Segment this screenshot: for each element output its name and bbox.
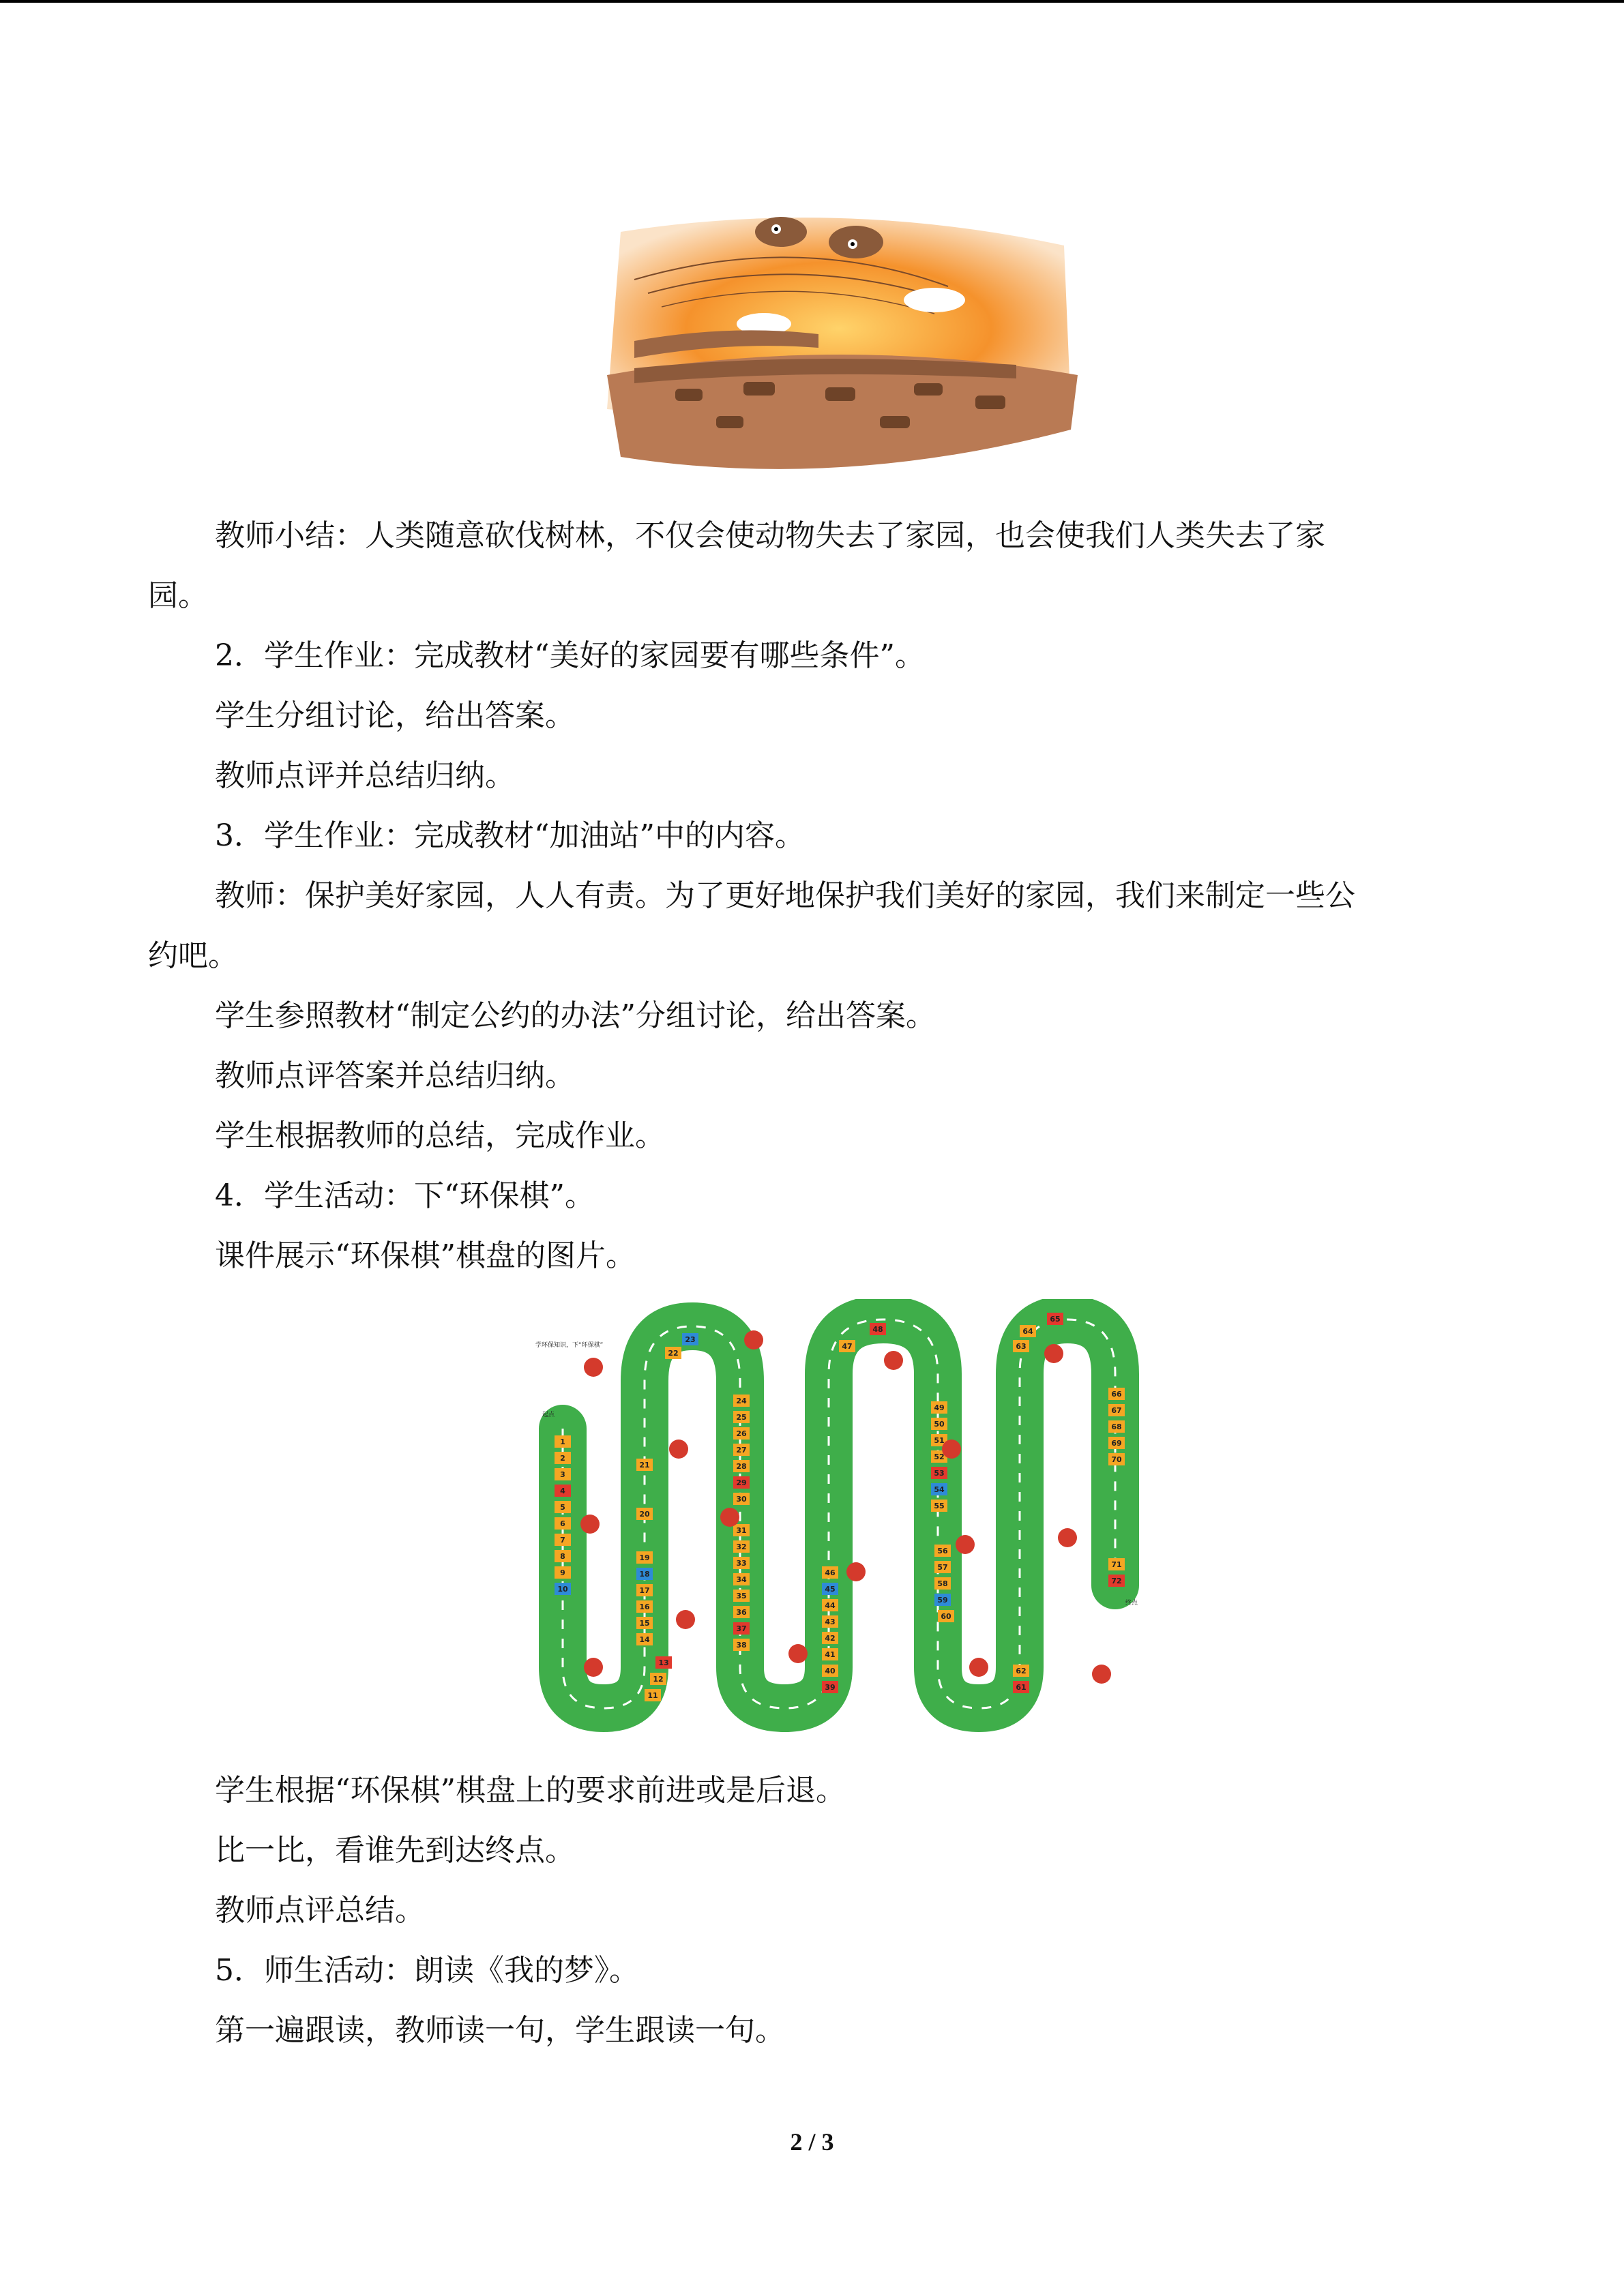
board-square-number: 32 bbox=[736, 1542, 747, 1551]
board-square-number: 68 bbox=[1111, 1422, 1122, 1431]
board-square-number: 44 bbox=[825, 1601, 836, 1610]
board-square-number: 41 bbox=[825, 1650, 836, 1659]
bird-left-icon bbox=[755, 217, 807, 247]
board-square-number: 27 bbox=[736, 1446, 747, 1455]
board-square-number: 33 bbox=[736, 1559, 747, 1568]
paragraph-4: 教师点评并总结归纳。 bbox=[215, 758, 515, 793]
eco-chess-board-illustration bbox=[529, 1299, 1166, 1742]
board-square-number: 4 bbox=[560, 1487, 565, 1495]
board-square-number: 51 bbox=[934, 1436, 945, 1445]
board-square-number: 62 bbox=[1016, 1667, 1027, 1675]
board-intro-text: 学环保知识，下“环保棋” bbox=[535, 1342, 604, 1349]
board-square-number: 61 bbox=[1016, 1683, 1027, 1692]
board-square-number: 26 bbox=[736, 1429, 747, 1438]
board-square-number: 19 bbox=[639, 1553, 650, 1562]
bird-right-icon bbox=[829, 226, 883, 258]
board-square-number: 20 bbox=[639, 1510, 650, 1519]
paragraph-1: 教师小结：人类随意砍伐树林，不仅会使动物失去了家园，也会使我们人类失去了家 bbox=[215, 518, 1325, 553]
board-square-number: 1 bbox=[560, 1437, 565, 1446]
board-square-number: 42 bbox=[825, 1634, 836, 1643]
board-square-number: 71 bbox=[1111, 1560, 1122, 1569]
paragraph-8: 教师点评答案并总结归纳。 bbox=[215, 1058, 575, 1093]
paragraph-9: 学生根据教师的总结，完成作业。 bbox=[215, 1118, 665, 1153]
board-square-number: 15 bbox=[639, 1619, 650, 1628]
board-square-number: 3 bbox=[560, 1470, 565, 1479]
board-square-number: 48 bbox=[872, 1325, 883, 1334]
board-square-number: 49 bbox=[934, 1403, 945, 1412]
board-square-number: 65 bbox=[1050, 1315, 1061, 1324]
board-square-number: 67 bbox=[1111, 1406, 1122, 1415]
board-square-number: 60 bbox=[941, 1612, 951, 1621]
paragraph-5: 3．学生作业：完成教材“加油站”中的内容。 bbox=[215, 818, 805, 853]
paragraph-6-cont: 约吧。 bbox=[148, 938, 238, 973]
board-square-number: 66 bbox=[1111, 1390, 1122, 1399]
board-square-number: 11 bbox=[647, 1691, 658, 1700]
board-square-number: 56 bbox=[937, 1547, 948, 1555]
board-square-number: 14 bbox=[639, 1635, 650, 1644]
board-square-number: 47 bbox=[842, 1342, 853, 1351]
paragraph-1-cont: 园。 bbox=[148, 578, 208, 613]
paragraph-15: 5．师生活动：朗读《我的梦》。 bbox=[215, 1953, 639, 1988]
board-square-number: 30 bbox=[736, 1495, 747, 1504]
board-square-number: 37 bbox=[736, 1624, 747, 1633]
board-square-number: 57 bbox=[937, 1563, 948, 1572]
start-label: 起点 bbox=[542, 1412, 555, 1418]
board-square-number: 58 bbox=[937, 1579, 948, 1588]
board-square-number: 9 bbox=[560, 1568, 565, 1577]
board-square-number: 5 bbox=[560, 1503, 565, 1512]
board-square-number: 38 bbox=[736, 1641, 747, 1650]
board-square-number: 64 bbox=[1022, 1327, 1033, 1336]
board-square-number: 21 bbox=[639, 1461, 650, 1470]
page-number: 2 / 3 bbox=[790, 2128, 834, 2156]
board-square-number: 43 bbox=[825, 1617, 836, 1626]
deforestation-illustration bbox=[593, 205, 1084, 484]
board-square-number: 18 bbox=[639, 1570, 650, 1579]
board-square-number: 6 bbox=[560, 1519, 565, 1528]
board-square-number: 13 bbox=[658, 1658, 669, 1667]
paragraph-12: 学生根据“环保棋”棋盘上的要求前进或是后退。 bbox=[215, 1773, 846, 1808]
board-square-number: 29 bbox=[736, 1478, 747, 1487]
paragraph-7: 学生参照教材“制定公约的办法”分组讨论，给出答案。 bbox=[215, 998, 936, 1033]
board-square-number: 28 bbox=[736, 1462, 747, 1471]
board-square-number: 52 bbox=[934, 1452, 945, 1461]
board-square-number: 59 bbox=[937, 1596, 948, 1605]
board-square-number: 40 bbox=[825, 1667, 836, 1675]
paragraph-6: 教师：保护美好家园，人人有责。为了更好地保护我们美好的家园，我们来制定一些公 bbox=[215, 878, 1355, 913]
paragraph-14: 教师点评总结。 bbox=[215, 1893, 425, 1928]
board-square-number: 12 bbox=[653, 1675, 664, 1684]
board-square-number: 22 bbox=[668, 1349, 679, 1358]
board-square-number: 70 bbox=[1111, 1455, 1122, 1464]
board-square-number: 23 bbox=[685, 1335, 696, 1344]
board-square-number: 55 bbox=[934, 1502, 945, 1510]
board-square-number: 39 bbox=[825, 1683, 836, 1692]
board-square-number: 46 bbox=[825, 1568, 836, 1577]
paragraph-16: 第一遍跟读，教师读一句，学生跟读一句。 bbox=[215, 2013, 785, 2048]
board-square-number: 25 bbox=[736, 1413, 747, 1422]
board-square-number: 31 bbox=[736, 1526, 747, 1535]
board-square-number: 8 bbox=[560, 1552, 565, 1561]
board-square-number: 72 bbox=[1111, 1577, 1122, 1585]
board-square-number: 63 bbox=[1016, 1342, 1027, 1351]
board-square-number: 35 bbox=[736, 1592, 747, 1600]
board-square-number: 17 bbox=[639, 1586, 650, 1595]
board-square-number: 50 bbox=[934, 1420, 945, 1429]
board-square-number: 36 bbox=[736, 1608, 747, 1617]
paragraph-13: 比一比，看谁先到达终点。 bbox=[215, 1833, 575, 1868]
board-square-number: 54 bbox=[934, 1485, 945, 1494]
board-square-number: 16 bbox=[639, 1602, 650, 1611]
board-square-number: 7 bbox=[560, 1536, 565, 1545]
board-square-number: 24 bbox=[736, 1397, 747, 1405]
paragraph-11: 课件展示“环保棋”棋盘的图片。 bbox=[215, 1238, 636, 1273]
board-square-number: 53 bbox=[934, 1469, 945, 1478]
paragraph-2: 2．学生作业：完成教材“美好的家园要有哪些条件”。 bbox=[215, 638, 925, 673]
paragraph-10: 4．学生活动：下“环保棋”。 bbox=[215, 1178, 595, 1213]
end-label: 终点 bbox=[1125, 1600, 1138, 1607]
paragraph-3: 学生分组讨论，给出答案。 bbox=[215, 698, 575, 733]
board-square-number: 2 bbox=[560, 1454, 565, 1463]
board-square-number: 34 bbox=[736, 1575, 747, 1584]
board-square-number: 45 bbox=[825, 1585, 836, 1594]
board-square-number: 69 bbox=[1111, 1439, 1122, 1448]
board-square-number: 10 bbox=[557, 1585, 568, 1594]
